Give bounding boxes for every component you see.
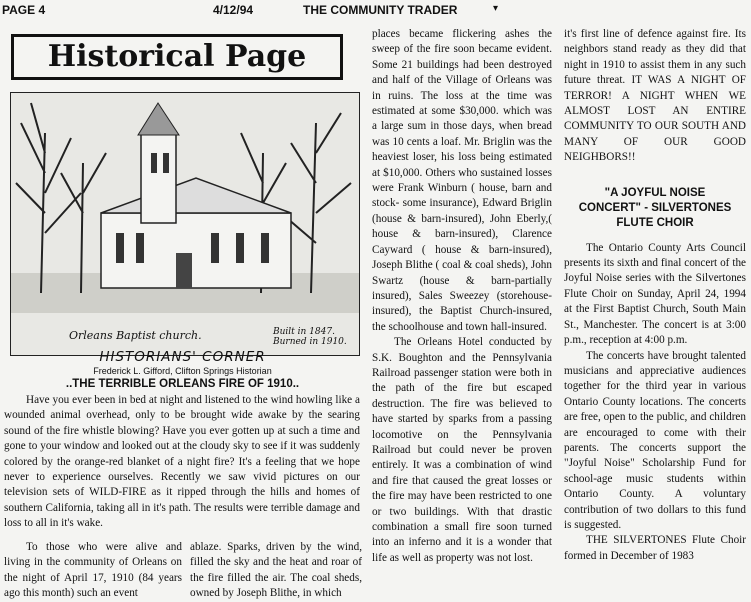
paper-name: THE COMMUNITY TRADER [303, 3, 458, 17]
corner-mark-icon: ▾ [493, 3, 499, 14]
col-4-paragraph-2: The Ontario County Arts Council presents its sixth and final concert of the Joyful Noise series with the Silvertones Flute Choir on Sunday, April 24, 1994 at the First Baptist Church, South Main St., Manchester. The concert is at 3:00 p.m., reception at 4:00 p.m. [564, 241, 746, 347]
church-photo [10, 92, 360, 356]
column-title: HISTORIANS' CORNER [99, 349, 266, 365]
col-4-paragraph-1: it's first line of defence against fire. Its neighbors stand ready as they did that night in 1910 to assist them in any such future threat. IT WAS A NIGHT OF TERROR! A NIGHT WHEN WE ALMOST LOST AN ENTIRE COMMUNITY TO OUR SOUTH AND MANY OF OUR GOOD NEIGHBORS!! [564, 28, 746, 164]
article-col-4 [564, 27, 746, 564]
article-col-a [4, 540, 182, 602]
photo-date-note: Built in 1847. Burned in 1910. [273, 327, 347, 347]
col-a-paragraph: To those who were alive and living in the community of Orleans on the night of April 17, 1910 (84 years ago this month) such an event [4, 541, 182, 600]
concert-heading: "A JOYFUL NOISE CONCERT" - SILVERTONES FLUTE CHOIR [578, 186, 732, 229]
page-title: Historical Page [11, 34, 343, 80]
issue-date: 4/12/94 [213, 3, 254, 17]
article-intro [4, 393, 360, 532]
col-3-paragraph-1: places became flickering ashes the sweep of the fire soon became evident. Some 21 buildings had been destroyed and half of the Village of Orleans was in ruins. The loss at the time was estimated at some $30,000. which was a large sum in those days, when bread was 10 cents a loaf. Mr. Briglin was the heaviest loser, his loss being estimated at $10,000. Others who sustained losses were Frank Winburn ( house, barn and stock- some insurance), Edward Briglin (house & barn-insured), John Eberly,( house & barn-insured), Clarence Cayward ( house & barn-insured), Joseph Blithe ( coal & coal sheds), John Swartz (house & barn-partially insured), Sales Sweezey (storehouse-insured), the Baptist Church-insured, the schoolhouse and town hall-insured. [372, 28, 552, 333]
author-credit: Frederick L. Gifford, Clifton Springs Historian [93, 366, 272, 376]
col-3-paragraph-2: The Orleans Hotel conducted by S.K. Boughton and the Pennsylvania Railroad passenger station were both in the path of the fire but escaped destruction. The fire was believed to have started by sparks from a passing locomotive on the Pennsylvania Railroad but could never be proven entirely. It was a combination of wind and fire that caused the great losses or the fire may have been restricted to one or two buildings. With that drastic combination a small fire soon turned into an inferno and it is a wonder that life as well as property was not lost. [372, 336, 552, 564]
photo-caption: Orleans Baptist church. [69, 329, 202, 342]
page-number: PAGE 4 [2, 3, 46, 17]
col-4-paragraph-4: THE SILVERTONES Flute Choir formed in December of 1983 [564, 534, 746, 562]
col-b-paragraph: ablaze. Sparks, driven by the wind, filled the sky and the heat and roar of the fire filled the air. The coal sheds, owned by Joseph Blithe, in which [190, 541, 362, 600]
church-drawing-icon [11, 93, 359, 355]
article-col-3 [372, 27, 552, 566]
article-subtitle: ..THE TERRIBLE ORLEANS FIRE OF 1910.. [65, 378, 300, 390]
article-col-b [190, 540, 362, 602]
col-4-paragraph-3: The concerts have brought talented musicians and appreciative audiences together for the third year in various Ontario County locations. The concerts are free, open to the public, and children are encouraged to come with their parents. The concerts support the "Joyful Noise" Scholarship Fund for school-age music students within Ontario County. A voluntary contribution of two dollars to this fund is suggested. [564, 349, 746, 531]
intro-paragraph: Have you ever been in bed at night and listened to the wind howling like a wounded animal overhead, only to be brought wide awake by the searing sound of the fire whistle blowing? Have you ever gotten up at such a time and gone to your window and looked out at the cloudy sky to see if it was suddenly colored by the orange-red blanket of a night fire? It's a feeling that we hope never to experience ourselves. Recently we saw vivid pictures on our television sets of WILD-FIRE as it ripped through the hills and homes of southern California, taking all in it's path. The results were terrible damage and loss to all in it's wake. [4, 394, 360, 530]
